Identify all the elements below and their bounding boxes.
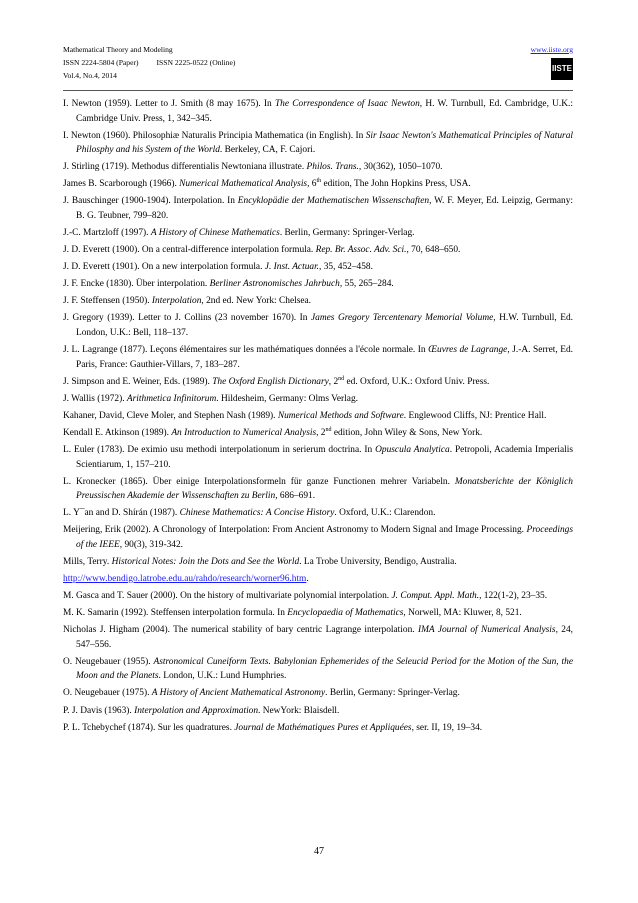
reference-text: , 30(362), 1050–1070. [358, 162, 443, 173]
reference-text: O. Neugebauer (1975). [63, 688, 152, 699]
reference-title: Philos. Trans. [306, 162, 359, 173]
reference-entry [63, 97, 573, 126]
page-header [63, 43, 573, 82]
reference-text: J. Stirling (1719). Methodus differentialis Newtoniana illustrate. [63, 162, 307, 173]
reference-text: , 122(1-2), 23–35. [479, 591, 548, 602]
reference-text: J. F. Steffensen (1950). [63, 296, 152, 307]
reference-text: M. K. Samarin (1992). Steffensen interpolation formula. In [63, 608, 288, 619]
reference-text: Meijering, Erik (2002). A Chronology of Interpolation: From Ancient Astronomy to Modern Signal and Image Processing. [63, 525, 527, 536]
reference-entry [63, 523, 573, 552]
reference-title: Journal de Mathématiques Pures et Appliquées [234, 722, 412, 733]
reference-entry [63, 160, 573, 175]
reference-title: Sir Isaac Newton's Mathematical Principles of Natural Philosphy and his System of the World [76, 130, 573, 156]
issn-print: ISSN 2224-5804 (Paper) [63, 58, 139, 67]
reference-text: J. D. Everett (1900). On a central-difference interpolation formula. [63, 245, 316, 256]
reference-text: . NewYork: Blaisdell. [258, 705, 340, 716]
reference-title: Interpolation [151, 296, 202, 307]
reference-text: , W. F. Meyer, Ed. Leipzig, Germany: B. G. Teubner, 799–820. [76, 196, 574, 221]
reference-title: Numerical Mathematical Analysis [179, 179, 308, 190]
reference-title: A History of Ancient Mathematical Astronomy [151, 688, 326, 699]
reference-entry [63, 555, 573, 570]
reference-title: Rep. Br. Assoc. Adv. Sci. [315, 245, 407, 256]
reference-text: , ser. II, 19, 19–34. [411, 722, 483, 733]
reference-text: . Petropoli, Academia Imperialis Scientiarum, 1, 157–210. [76, 445, 573, 470]
reference-text: . London, U.K.: Lund Humphries. [158, 671, 287, 682]
journal-title: Mathematical Theory and Modeling [63, 45, 173, 54]
reference-text: J. Simpson and E. Weiner, Eds. (1989). [63, 376, 213, 387]
reference-text: J. D. Everett (1901). On a new interpolation formula. [63, 262, 265, 273]
reference-title: Encyklopädie der Mathematischen Wissenschaften [237, 196, 430, 207]
iiste-logo-icon: IISTE [551, 58, 573, 80]
reference-superscript: nd [338, 375, 345, 382]
reference-entry [63, 129, 573, 158]
reference-entry [63, 177, 573, 192]
reference-title: J. Comput. Appl. Math. [391, 591, 480, 602]
reference-text: , 35, 452–458. [319, 262, 373, 273]
reference-entry [63, 294, 573, 309]
reference-text: P. J. Davis (1963). [63, 705, 135, 716]
reference-list [63, 97, 573, 738]
reference-entry [63, 686, 573, 701]
reference-text: . Berkeley, CA, F. Cajori. [219, 145, 316, 156]
reference-text: Kendall E. Atkinson (1989). [63, 427, 172, 438]
reference-text: Mills, Terry. [63, 556, 112, 567]
reference-text: , 2 [328, 376, 339, 387]
reference-entry [63, 572, 573, 587]
reference-entry [63, 277, 573, 292]
reference-text: , 70, 648–650. [406, 245, 461, 256]
reference-text: edition, John Wiley & Sons, New York. [331, 427, 483, 438]
reference-entry [63, 243, 573, 258]
reference-text: James B. Scarborough (1966). [63, 179, 180, 190]
reference-entry [63, 606, 573, 621]
reference-entry [63, 392, 573, 407]
reference-title: Interpolation and Approximation [134, 705, 259, 716]
reference-entry [63, 721, 573, 736]
reference-entry [63, 426, 573, 441]
reference-title: Monatsberichte der Königlich Preussischen Akademie der Wissenschaften zu Berlin [76, 476, 573, 502]
reference-entry [63, 655, 573, 684]
reference-text: L. Euler (1783). De eximio usu methodi interpolationum in serierum doctrina. In [63, 445, 376, 455]
reference-text: J. F. Encke (1830). Über interpolation. [63, 279, 210, 290]
reference-title: The Oxford English Dictionary [212, 376, 329, 387]
reference-text: edition, The John Hopkins Press, USA. [321, 179, 471, 190]
reference-text: , 2nd ed. New York: Chelsea. [201, 296, 312, 307]
reference-title: Encyclopaedia of Mathematics [287, 608, 404, 619]
reference-title: The Correspondence of Isaac Newton [274, 99, 420, 109]
reference-text: . La Trobe University, Bendigo, Australia. [299, 556, 457, 567]
reference-text: . [306, 573, 309, 584]
reference-title: An Introduction to Numerical Analysis [171, 427, 317, 438]
reference-entry [63, 589, 573, 604]
reference-entry [63, 475, 573, 504]
reference-text: J. Bauschinger (1900-1904). Interpolation. In [63, 196, 238, 207]
issn-line [63, 56, 573, 69]
reference-text: , 2 [316, 427, 326, 438]
reference-title: Œuvres de Lagrange [428, 345, 508, 356]
reference-text: , H.W. Turnbull, Ed. London, U.K.: Bell, 118–137. [76, 313, 573, 338]
reference-text: , 55, 265–284. [339, 279, 394, 290]
reference-text: . Berlin, Germany: Springer-Verlag. [325, 688, 460, 699]
reference-title: Opuscula Analytica [375, 445, 450, 455]
reference-text: ed. Oxford, U.K.: Oxford Univ. Press. [344, 376, 490, 387]
reference-text: J. L. Lagrange (1877). Leçons élémentaires sur les mathématiques données a l'école normale. In [63, 345, 429, 356]
reference-text: L. Y¯an and D. Shírán (1987). [63, 508, 180, 519]
reference-url-link[interactable]: http://www.bendigo.latrobe.edu.au/rahdo/research/worner96.htm [63, 573, 307, 584]
reference-text: Nicholas J. Higham (2004). The numerical stability of bary centric Lagrange interpolation. [63, 625, 418, 636]
reference-title: IMA Journal of Numerical Analysis [417, 625, 556, 636]
reference-text: J. Wallis (1972). [63, 393, 127, 404]
reference-title: Proceedings of the IEEE [76, 525, 573, 550]
reference-text: J. Gregory (1939). Letter to J. Collins (23 november 1670). In [63, 313, 311, 324]
reference-superscript: th [316, 178, 322, 185]
header-divider [63, 90, 573, 91]
reference-entry [63, 623, 573, 652]
reference-text: , 90(3), 319-342. [119, 539, 184, 550]
reference-title: James Gregory Tercentenary Memorial Volume [311, 313, 494, 324]
reference-entry [63, 343, 573, 372]
reference-title: Numerical Methods and Software [277, 410, 404, 421]
reference-text: , Norwell, MA: Kluwer, 8, 521. [403, 608, 522, 619]
reference-title: Berliner Astronomisches Jahrbuch [209, 279, 340, 290]
reference-title: Astronomical Cuneiform Texts. Babylonian Ephemerides of the Seleucid Period for the Motion of the Sun, the Moon and the Planets [76, 656, 573, 682]
reference-text: , H. W. Turnbull, Ed. Cambridge, U.K.: Cambridge Univ. Press, 1, 342–345. [76, 99, 573, 124]
reference-text: I. Newton (1960). Philosophiæ Naturalis Principia Mathematica (in English). In [63, 130, 366, 141]
reference-title: Historical Notes: Join the Dots and See the World [111, 556, 300, 567]
reference-entry [63, 194, 573, 223]
reference-title: Chinese Mathematics: A Concise History [179, 508, 335, 519]
reference-text: M. Gasca and T. Sauer (2000). On the history of multivariate polynomial interpolation. [63, 591, 392, 602]
reference-text: . Berlin, Germany: Springer-Verlag. [279, 227, 415, 238]
reference-text: P. L. Tchebychef (1874). Sur les quadratures. [63, 722, 235, 733]
reference-entry [63, 311, 573, 340]
reference-text: Kahaner, David, Cleve Moler, and Stephen Nash (1989). [63, 410, 278, 421]
reference-title: J. Inst. Actuar. [264, 262, 320, 273]
reference-text: . Hildesheim, Germany: Olms Verlag. [216, 393, 358, 404]
reference-text: , 24, 547–556. [76, 625, 573, 650]
reference-superscript: nd [325, 426, 332, 433]
reference-entry [63, 443, 573, 472]
reference-entry [63, 375, 573, 390]
journal-url-link[interactable]: www.iiste.org [530, 45, 573, 54]
reference-text: , J.-A. Serret, Ed. Paris, France: Gauthier-Villars, 7, 183–287. [76, 345, 574, 370]
reference-text: I. Newton (1959). Letter to J. Smith (8 may 1675). In [63, 99, 275, 109]
reference-text: . Oxford, U.K.: Clarendon. [334, 508, 436, 519]
reference-entry [63, 226, 573, 241]
reference-text: J.-C. Martzloff (1997). [63, 227, 151, 238]
reference-text: L. Kronecker (1865). Über einige Interpolationsformeln für ganze Functionen mehrer Variabeln. [63, 476, 455, 487]
reference-text: . Englewood Cliffs, NJ: Prentice Hall. [403, 410, 547, 421]
page-number: 47 [314, 846, 324, 857]
volume-issue: Vol.4, No.4, 2014 [63, 71, 117, 80]
reference-entry [63, 506, 573, 521]
reference-text: , 6 [307, 179, 317, 190]
reference-title: Arithmetica Infinitorum [126, 393, 217, 404]
reference-text: , 686–691. [275, 491, 316, 502]
reference-entry [63, 409, 573, 424]
reference-entry [63, 704, 573, 719]
reference-text: O. Neugebauer (1955). [63, 656, 154, 667]
reference-entry [63, 260, 573, 275]
issn-online: ISSN 2225-0522 (Online) [156, 58, 236, 67]
reference-title: A History of Chinese Mathematics [150, 227, 280, 238]
